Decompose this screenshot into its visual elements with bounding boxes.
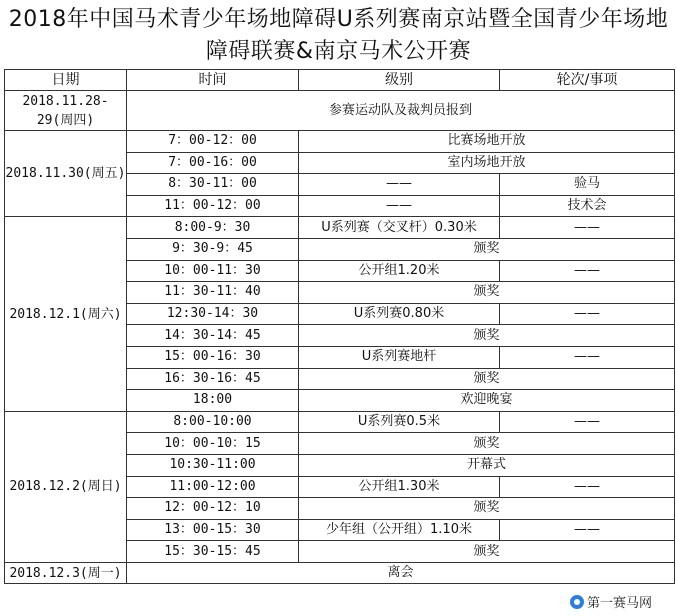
time-cell: 15：00-16：30 (127, 346, 299, 368)
event-cell: 开幕式 (299, 454, 675, 476)
date-cell: 2018.12.2(周日) (5, 411, 127, 562)
time-cell: 16：30-16：45 (127, 368, 299, 390)
time-cell: 9：30-9：45 (127, 238, 299, 260)
time-cell: 8：30-11：00 (127, 174, 299, 196)
schedule-table (4, 69, 675, 584)
event-cell: 颁奖 (299, 325, 675, 347)
round-cell: —— (500, 411, 675, 433)
time-cell: 8:00-9：30 (127, 217, 299, 239)
header-time: 时间 (127, 70, 299, 91)
level-cell: 公开组1.30米 (299, 476, 500, 498)
time-cell: 10：00-11：30 (127, 260, 299, 282)
level-cell: U系列赛0.5米 (299, 411, 500, 433)
time-cell: 10:30-11:00 (127, 454, 299, 476)
event-cell: 参赛运动队及裁判员报到 (127, 91, 675, 131)
date-cell: 2018.12.1(周六) (5, 217, 127, 411)
watermark-text: 第一赛马网 (586, 596, 652, 611)
event-cell: 颁奖 (299, 498, 675, 520)
event-cell: 欢迎晚宴 (299, 390, 675, 412)
round-cell: —— (500, 519, 675, 541)
event-cell: 离会 (127, 562, 675, 584)
event-cell: 颁奖 (299, 238, 675, 260)
date-cell: 2018.12.3(周一) (5, 562, 127, 584)
time-cell: 15：30-15：45 (127, 541, 299, 563)
round-cell: —— (500, 260, 675, 282)
header-row (5, 70, 675, 91)
table-row (5, 217, 675, 239)
time-cell: 8:00-10:00 (127, 411, 299, 433)
schedule-title (0, 4, 677, 68)
level-cell: —— (299, 195, 500, 217)
time-cell: 18:00 (127, 390, 299, 412)
time-cell: 7：00-16：00 (127, 152, 299, 174)
time-cell: 11:00-12:00 (127, 476, 299, 498)
level-cell: U系列赛地杆 (299, 346, 500, 368)
event-cell: 颁奖 (299, 433, 675, 455)
event-cell: 颁奖 (299, 282, 675, 304)
time-cell: 10：00-10：15 (127, 433, 299, 455)
level-cell: 公开组1.20米 (299, 260, 500, 282)
time-cell: 12：00-12：10 (127, 498, 299, 520)
level-cell: U系列赛0.80米 (299, 303, 500, 325)
wechat-circle-icon (570, 595, 584, 609)
header-date: 日期 (5, 70, 127, 91)
header-level: 级别 (299, 70, 500, 91)
header-round: 轮次/事项 (500, 70, 675, 91)
level-cell: 少年组（公开组）1.10米 (299, 519, 500, 541)
time-cell: 12:30-14：30 (127, 303, 299, 325)
event-cell: 比赛场地开放 (299, 131, 675, 153)
table-row (5, 562, 675, 584)
round-cell: —— (500, 346, 675, 368)
table-row (5, 131, 675, 153)
time-cell: 11：00-12：00 (127, 195, 299, 217)
event-cell: 颁奖 (299, 368, 675, 390)
date-cell: 2018.11.28-29(周四) (5, 91, 127, 131)
round-cell: —— (500, 303, 675, 325)
time-cell: 11：30-11：40 (127, 282, 299, 304)
watermark (567, 591, 655, 612)
title-line-1: 2018年中国马术青少年场地障碍U系列赛南京站暨全国青少年场地 (8, 7, 669, 32)
round-cell: 技术会 (500, 195, 675, 217)
title-line-2: 障碍联赛&南京马术公开赛 (205, 39, 472, 64)
round-cell: 验马 (500, 174, 675, 196)
table-row (5, 91, 675, 131)
round-cell: —— (500, 217, 675, 239)
time-cell: 14：30-14：45 (127, 325, 299, 347)
level-cell: U系列赛（交叉杆）0.30米 (299, 217, 500, 239)
event-cell: 室内场地开放 (299, 152, 675, 174)
table-row (5, 411, 675, 433)
level-cell: —— (299, 174, 500, 196)
date-cell: 2018.11.30(周五) (5, 131, 127, 217)
time-cell: 7：00-12：00 (127, 131, 299, 153)
time-cell: 13：00-15：30 (127, 519, 299, 541)
event-cell: 颁奖 (299, 541, 675, 563)
round-cell: —— (500, 476, 675, 498)
